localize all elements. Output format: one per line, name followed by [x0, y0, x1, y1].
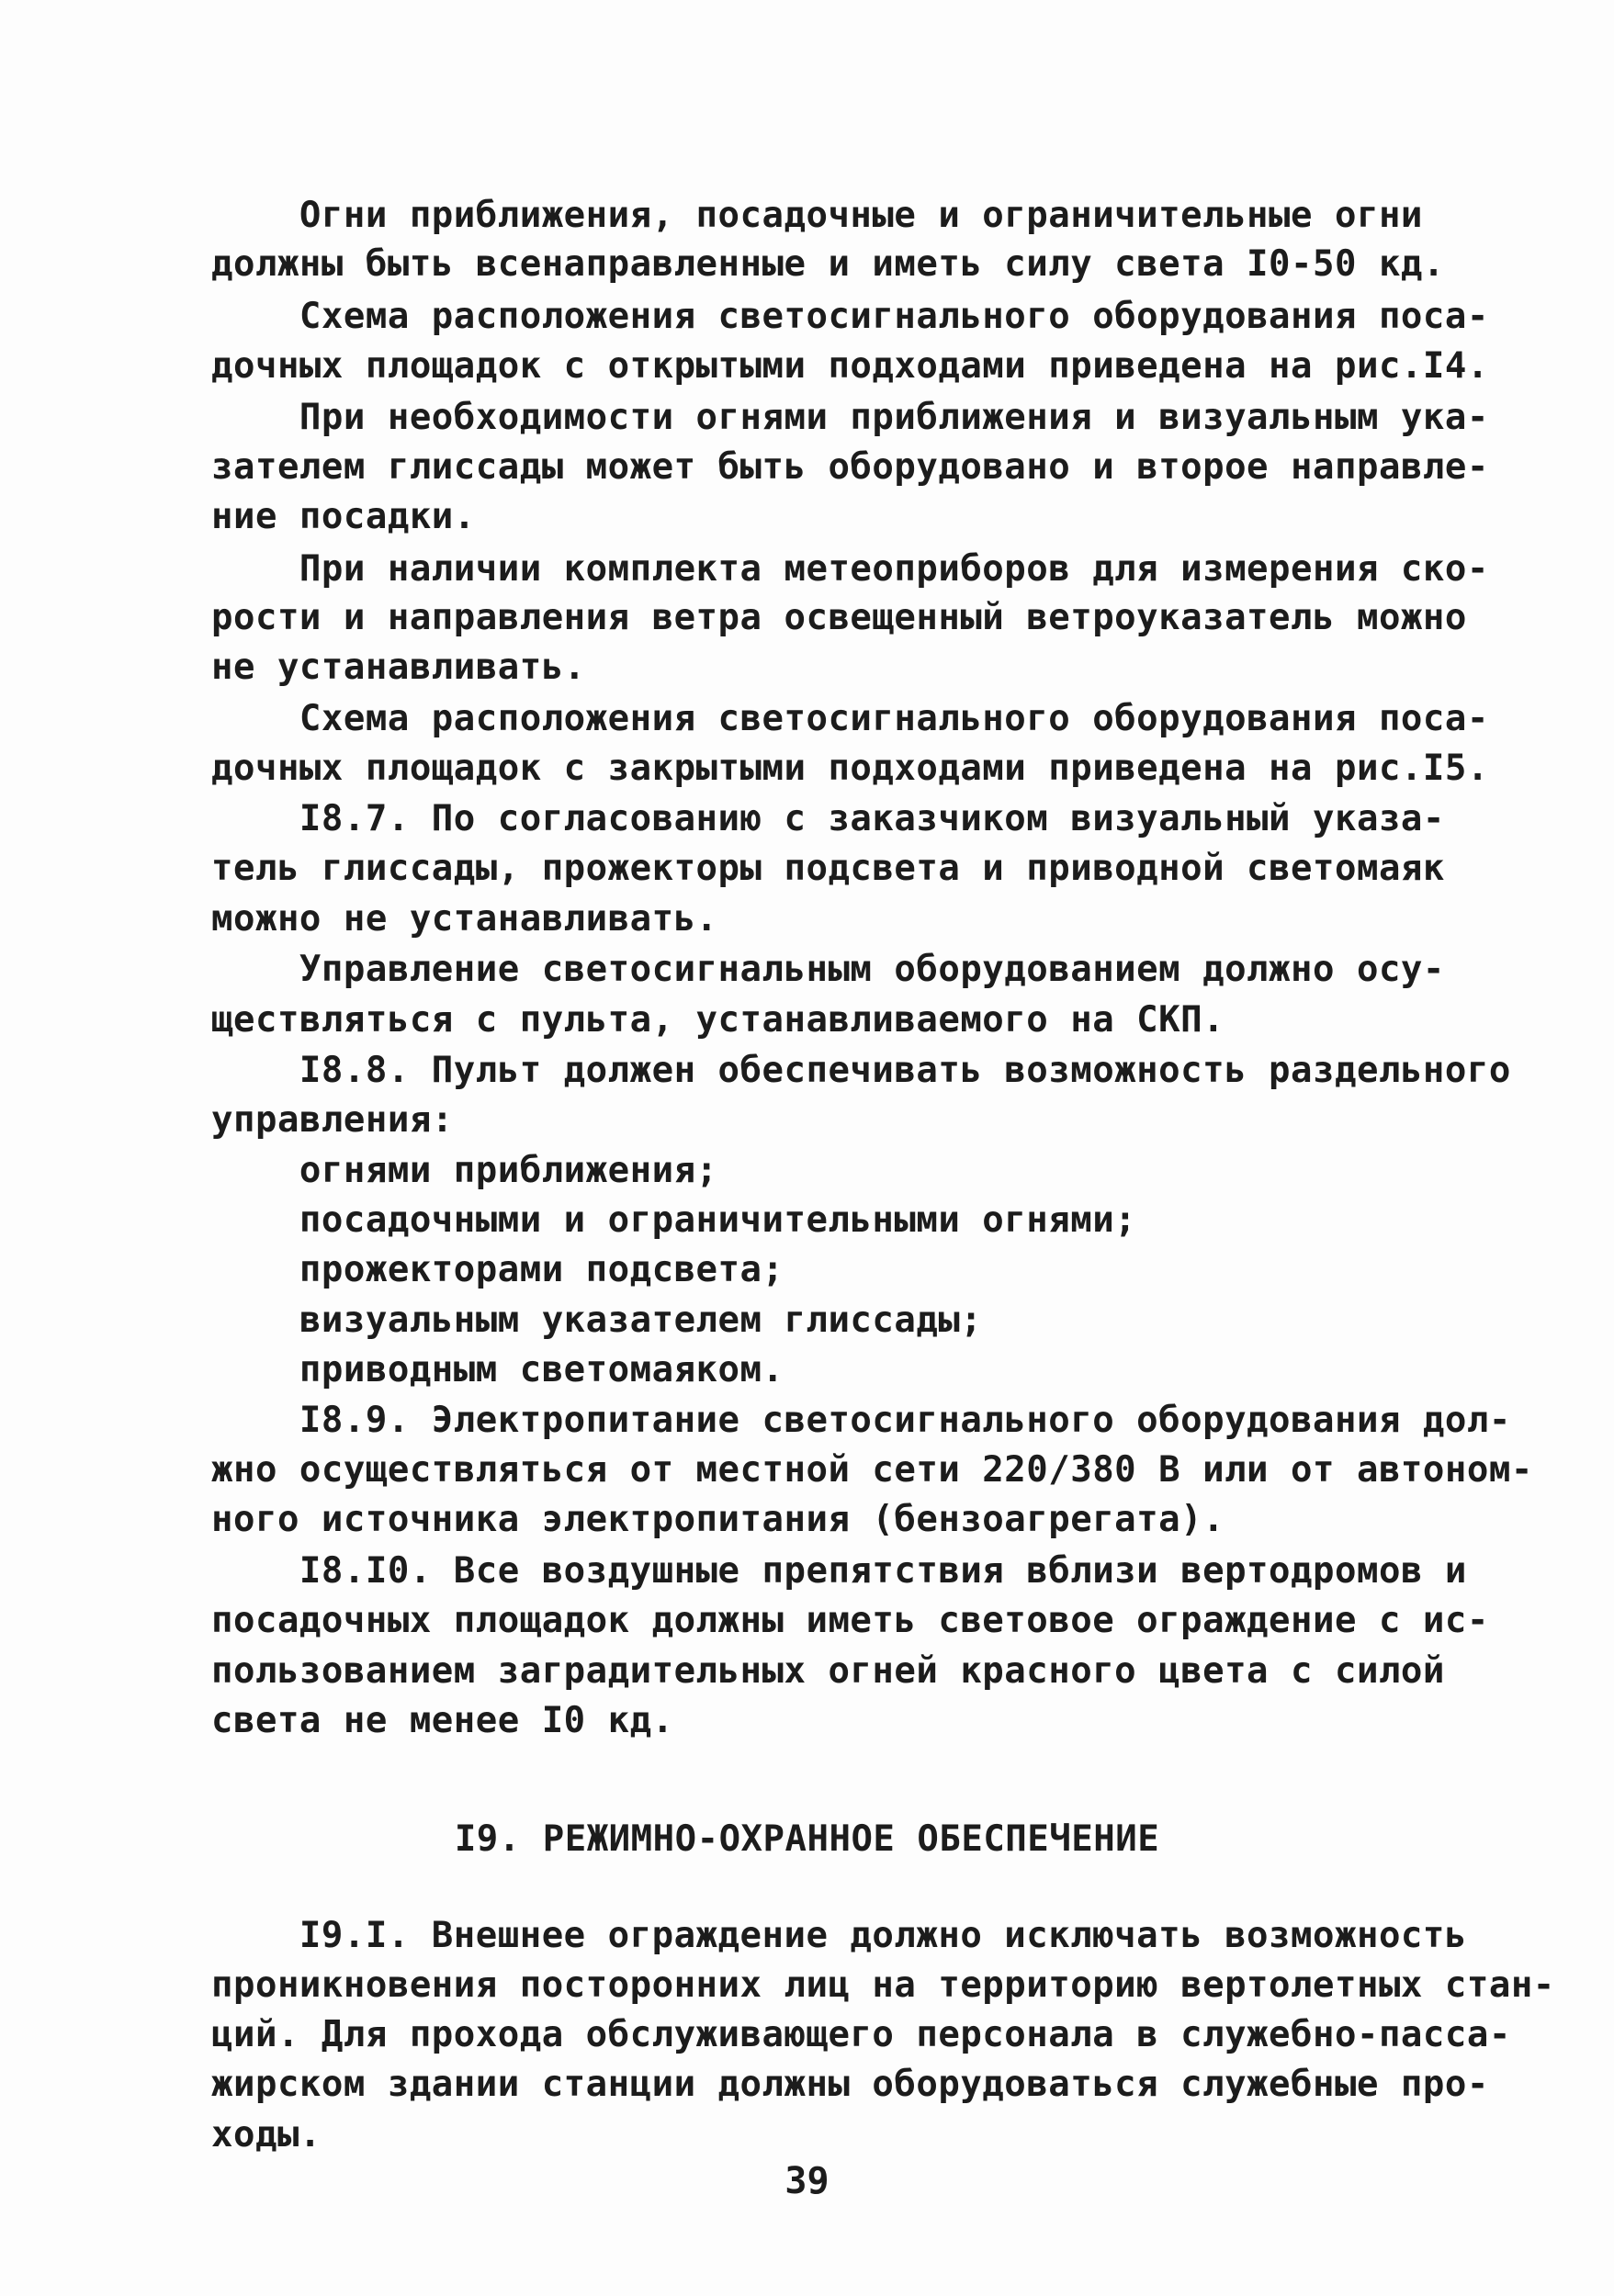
- text-line: тель глиссады, прожекторы подсвета и приводной светомаяк: [211, 848, 1445, 889]
- text-line: I9.I. Внешнее ограждение должно исключать возможность: [211, 1915, 1467, 1956]
- list-item: визуальным указателем глиссады;: [211, 1300, 983, 1341]
- list-item: приводным светомаяком.: [211, 1349, 784, 1390]
- text-line: ного источника электропитания (бензоагрегата).: [211, 1499, 1225, 1540]
- list-item: огнями приближения;: [211, 1150, 718, 1191]
- section-heading: I9. РЕЖИМНО-ОХРАННОЕ ОБЕСПЕЧЕНИЕ: [454, 1818, 1160, 1860]
- text-line: зателем глиссады может быть оборудовано и второе направле-: [211, 446, 1489, 488]
- text-line: Огни приближения, посадочные и ограничительные огни: [211, 195, 1423, 236]
- text-line: управления:: [211, 1099, 454, 1141]
- text-line: пользованием заградительных огней красного цвета с силой: [211, 1650, 1445, 1692]
- text-line: Схема расположения светосигнального оборудования поса-: [211, 698, 1489, 739]
- text-line: I8.9. Электропитание светосигнального оборудования дол-: [211, 1400, 1511, 1441]
- text-line: При необходимости огнями приближения и визуальным ука-: [211, 397, 1489, 438]
- text-line: I8.8. Пульт должен обеспечивать возможность раздельного: [211, 1050, 1511, 1091]
- text-line: Управление светосигнальным оборудованием должно осу-: [211, 949, 1445, 990]
- list-item: посадочными и ограничительными огнями;: [211, 1199, 1137, 1241]
- text-line: рости и направления ветра освещенный ветроуказатель можно: [211, 597, 1467, 638]
- text-line: проникновения посторонних лиц на территорию вертолетных стан-: [211, 1964, 1555, 2006]
- text-line: посадочных площадок должны иметь световое ограждение с ис-: [211, 1600, 1489, 1641]
- text-line: ние посадки.: [211, 496, 476, 537]
- text-line: Схема расположения светосигнального оборудования поса-: [211, 296, 1489, 337]
- text-line: ходы.: [211, 2114, 322, 2155]
- text-line: I8.I0. Все воздушные препятствия вблизи вертодромов и: [211, 1550, 1467, 1592]
- text-line: жирском здании станции должны оборудоваться служебные про-: [211, 2064, 1489, 2105]
- text-line: не устанавливать.: [211, 647, 586, 688]
- list-item: прожекторами подсвета;: [211, 1249, 784, 1290]
- text-line: I8.7. По согласованию с заказчиком визуальный указа-: [211, 798, 1445, 839]
- page-number: 39: [784, 2160, 830, 2202]
- text-line: ществляться с пульта, устанавливаемого на СКП.: [211, 999, 1225, 1041]
- text-line: ций. Для прохода обслуживающего персонала в служебно-пасса-: [211, 2014, 1511, 2055]
- text-line: можно не устанавливать.: [211, 898, 718, 940]
- text-line: света не менее I0 кд.: [211, 1700, 674, 1741]
- text-line: дочных площадок с открытыми подходами приведена на рис.I4.: [211, 345, 1489, 387]
- text-line: должны быть всенаправленные и иметь силу света I0-50 кд.: [211, 243, 1445, 285]
- text-line: дочных площадок с закрытыми подходами приведена на рис.I5.: [211, 748, 1489, 789]
- text-line: При наличии комплекта метеоприборов для измерения ско-: [211, 548, 1489, 590]
- text-line: жно осуществляться от местной сети 220/380 В или от автоном-: [211, 1449, 1533, 1491]
